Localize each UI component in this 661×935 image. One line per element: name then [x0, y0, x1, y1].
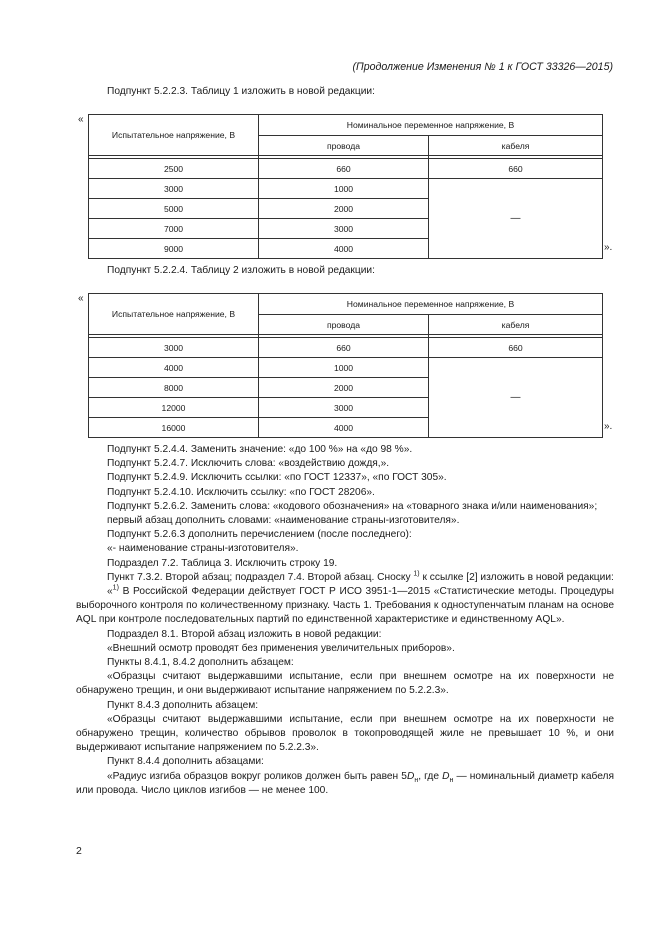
paragraph: Подпункт 5.2.4.9. Исключить ссылки: «по ГОСТ 12337», «по ГОСТ 305». — [107, 472, 447, 484]
table-cell: 3000 — [259, 398, 429, 418]
footnote-mark: 1) — [112, 584, 119, 592]
table-cell: 660 — [429, 338, 603, 358]
table-2-header-cable: кабеля — [429, 315, 603, 335]
paragraph — [76, 571, 614, 585]
table-cell: 5000 — [89, 199, 259, 219]
paragraph: Пункт 8.4.4 дополнить абзацами: — [107, 756, 264, 768]
paragraph: первый абзац дополнить словами: «наименование страны-изготовителя». — [107, 515, 460, 527]
table-cell: 4000 — [259, 239, 429, 259]
table-2-close-quote: ». — [604, 421, 613, 432]
subscript: н — [449, 776, 454, 784]
paragraph: Пункты 8.4.1, 8.4.2 дополнить абзацем: — [107, 657, 294, 669]
table-2-open-quote: « — [78, 293, 84, 304]
table-2-header-nominal-voltage: Номинальное переменное напряжение, В — [259, 294, 603, 315]
paragraph — [76, 585, 614, 628]
table-cell: 2000 — [259, 199, 429, 219]
table-cell: 4000 — [89, 358, 259, 378]
table-cell: 1000 — [259, 179, 429, 199]
table-cell: 660 — [429, 159, 603, 179]
table-row — [89, 179, 603, 199]
table-2 — [88, 293, 603, 438]
section-2-title: Подпункт 5.2.2.4. Таблицу 2 изложить в новой редакции: — [107, 265, 375, 276]
table-cell: 1000 — [259, 358, 429, 378]
paragraph: Подпункт 5.2.6.2. Заменить слова: «кодового обозначения» на «товарного знака и/или наименования»; — [107, 500, 598, 512]
paragraph — [76, 770, 614, 798]
table-1-header-test-voltage: Испытательное напряжение, В — [89, 115, 259, 156]
symbol-d: D — [406, 770, 415, 782]
table-cell: 7000 — [89, 219, 259, 239]
section-1-title: Подпункт 5.2.2.3. Таблицу 1 изложить в новой редакции: — [107, 86, 375, 97]
table-1-header-wire: провода — [259, 136, 429, 156]
page-header: (Продолжение Изменения № 1 к ГОСТ 33326—2015) — [352, 61, 613, 73]
table-cell: 8000 — [89, 378, 259, 398]
amendment-text — [76, 443, 614, 798]
table-2-header-wire: провода — [259, 315, 429, 335]
paragraph: «- наименование страны-изготовителя». — [107, 543, 299, 555]
table-cell: 3000 — [89, 338, 259, 358]
table-cell: 3000 — [89, 179, 259, 199]
table-1 — [88, 114, 603, 259]
table-cell: 12000 — [89, 398, 259, 418]
paragraph: Подраздел 8.1. Второй абзац изложить в новой редакции: — [107, 628, 382, 640]
subscript: н — [414, 776, 419, 784]
paragraph: Пункт 8.4.3 дополнить абзацем: — [107, 699, 259, 711]
table-cell: 660 — [259, 159, 429, 179]
paragraph: «Образцы считают выдержавшими испытание, если при внешнем осмотре на их поверхности не обнаружено трещин, и они выдерживают испытание напряжением по 5.2.2.3». — [76, 671, 614, 697]
paragraph-text: , где — [418, 770, 439, 782]
table-row — [89, 159, 603, 179]
paragraph: Подпункт 5.2.4.4. Заменить значение: «до 100 %» на «до 98 %». — [107, 444, 413, 455]
table-1-open-quote: « — [78, 114, 84, 125]
table-row — [89, 358, 603, 378]
paragraph-text: «Радиус изгиба образцов вокруг роликов должен быть равен 5 — [107, 770, 407, 782]
page-number: 2 — [76, 845, 82, 857]
paragraph-text: В Российской Федерации действует ГОСТ Р ИСО 3951-1—2015 «Статистические методы. Процедуры выборочного контроля по количественному признаку. Часть 1. Требования к одноступенчатым планам на основе AQL при контроле последовательных партий по единственной характеристике и единственному AQL». — [76, 586, 614, 626]
paragraph: Подраздел 7.2. Таблица 3. Исключить строку 19. — [107, 557, 338, 569]
paragraph: Подпункт 5.2.4.7. Исключить слова: «воздействию дождя,». — [107, 458, 390, 470]
paragraph: Подпункт 5.2.6.3 дополнить перечислением (после последнего): — [107, 529, 412, 541]
table-row — [89, 338, 603, 358]
table-cell: 2000 — [259, 378, 429, 398]
table-cell: 9000 — [89, 239, 259, 259]
paragraph-text: Пункт 7.3.2. Второй абзац; подраздел 7.4. Второй абзац. Сноску — [107, 571, 411, 583]
symbol-d: D — [442, 770, 450, 782]
table-cell-merged-cable: — — [429, 179, 603, 259]
paragraph-text: « — [107, 586, 113, 598]
paragraph: «Внешний осмотр проводят без применения увеличительных приборов». — [107, 642, 455, 654]
paragraph-text: к ссылке [2] изложить в новой редакции: — [422, 571, 614, 583]
table-cell: 16000 — [89, 418, 259, 438]
table-1-header-cable: кабеля — [429, 136, 603, 156]
table-cell: 2500 — [89, 159, 259, 179]
table-2-header-test-voltage: Испытательное напряжение, В — [89, 294, 259, 335]
paragraph-text: — номинальный диаметр кабеля или провода. Число циклов изгибов — не менее 100. — [76, 770, 614, 796]
table-cell: 3000 — [259, 219, 429, 239]
table-1-header-nominal-voltage: Номинальное переменное напряжение, В — [259, 115, 603, 136]
footnote-mark: 1) — [413, 570, 420, 578]
table-cell-merged-cable: — — [429, 358, 603, 438]
paragraph: Подпункт 5.2.4.10. Исключить ссылку: «по ГОСТ 28206». — [107, 486, 375, 498]
table-1-close-quote: ». — [604, 242, 613, 253]
paragraph: «Образцы считают выдержавшими испытание, если при внешнем осмотре на их поверхности не обнаружено трещин, количество обрывов проволок в токопроводящей жиле не превышает 10 %, и они выдерживают испытание напряжением по 5.2.2.3». — [76, 713, 614, 754]
table-cell: 4000 — [259, 418, 429, 438]
table-cell: 660 — [259, 338, 429, 358]
